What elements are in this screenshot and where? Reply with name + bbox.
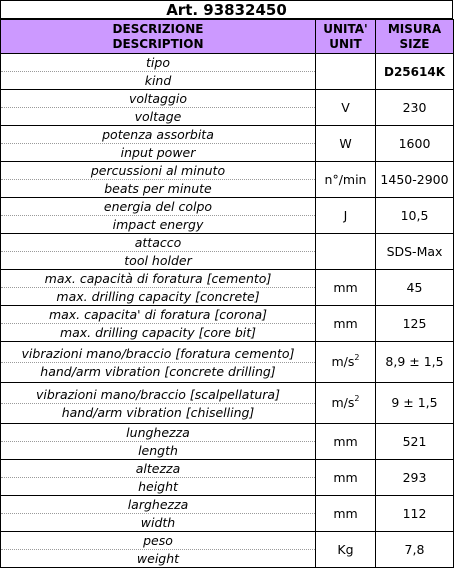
size-cell	[376, 126, 454, 162]
table-row	[1, 532, 454, 568]
unit-text: W	[339, 135, 352, 151]
description-en: hand/arm vibration [concrete drilling]	[40, 363, 276, 379]
unit-cell	[316, 342, 376, 383]
description-it: tipo	[1, 54, 315, 72]
table-header-row	[1, 20, 454, 54]
unit-value	[316, 469, 375, 487]
table-row	[1, 198, 454, 234]
size-value: 293	[402, 469, 427, 485]
description-it: attacco	[1, 234, 315, 252]
unit-text: n°/min	[324, 171, 367, 187]
description-it: max. capacità di foratura [cemento]	[1, 270, 315, 288]
description-it: voltaggio	[1, 90, 315, 108]
size-cell	[376, 90, 454, 126]
unit-value	[316, 394, 375, 412]
size-cell	[376, 460, 454, 496]
header-description	[1, 20, 316, 54]
unit-text: mm	[333, 315, 358, 331]
description-en: impact energy	[112, 217, 204, 232]
unit-value	[316, 315, 375, 333]
unit-cell	[316, 162, 376, 198]
header-description-it: DESCRIZIONE	[112, 21, 204, 36]
description-en: height	[138, 479, 178, 494]
table-row	[1, 90, 454, 126]
spec-table	[0, 19, 454, 568]
description-it: potenza assorbita	[1, 126, 315, 144]
unit-cell	[316, 54, 376, 90]
size-value: 8,9 ± 1,5	[385, 354, 444, 369]
description-cell	[1, 306, 316, 342]
description-en: length	[138, 443, 178, 458]
unit-text: V	[341, 99, 350, 115]
table-row	[1, 383, 454, 424]
description-en: hand/arm vibration [chiselling]	[61, 404, 255, 420]
table-row	[1, 162, 454, 198]
size-value: SDS-Max	[386, 243, 443, 259]
description-cell	[1, 383, 316, 424]
header-size	[376, 20, 454, 54]
unit-cell	[316, 496, 376, 532]
description-it: max. capacita' di foratura [corona]	[1, 306, 315, 324]
unit-value	[316, 505, 375, 523]
description-en: voltage	[134, 109, 182, 124]
description-cell	[1, 234, 316, 270]
header-unit-it: UNITA'	[323, 21, 368, 36]
description-it: vibrazioni mano/braccio [foratura cemento]	[1, 345, 315, 363]
unit-text: m/s	[331, 395, 355, 410]
description-cell	[1, 126, 316, 162]
size-value: 9 ± 1,5	[391, 395, 438, 410]
description-cell	[1, 162, 316, 198]
header-size-it: MISURA	[387, 21, 442, 36]
unit-superscript: 2	[354, 353, 360, 362]
size-cell	[376, 306, 454, 342]
table-row	[1, 424, 454, 460]
description-en: kind	[144, 73, 172, 88]
description-it: energia del colpo	[1, 198, 315, 216]
unit-value	[316, 541, 375, 559]
size-cell	[376, 162, 454, 198]
unit-value	[316, 135, 375, 153]
size-value: 1600	[398, 135, 431, 151]
description-it: larghezza	[1, 496, 315, 514]
description-en: max. drilling capacity [core bit]	[59, 325, 257, 340]
unit-text: mm	[333, 279, 358, 295]
size-cell	[376, 496, 454, 532]
unit-superscript: 2	[354, 394, 360, 403]
description-en: input power	[120, 145, 196, 160]
description-it: percussioni al minuto	[1, 162, 315, 180]
description-cell	[1, 342, 316, 383]
description-it: vibrazioni mano/braccio [scalpellatura]	[1, 386, 315, 404]
description-en: max. drilling capacity [concrete]	[56, 289, 260, 304]
description-en: tool holder	[124, 253, 192, 268]
description-cell	[1, 532, 316, 568]
description-en: weight	[136, 551, 180, 566]
size-value: 125	[402, 315, 427, 331]
description-cell	[1, 198, 316, 234]
description-en: beats per minute	[104, 181, 212, 196]
size-value: 521	[402, 433, 427, 449]
description-en: width	[140, 515, 176, 530]
unit-cell	[316, 234, 376, 270]
size-value: 45	[406, 279, 423, 295]
unit-cell	[316, 383, 376, 424]
size-cell	[376, 424, 454, 460]
description-it: peso	[1, 532, 315, 550]
unit-value	[316, 99, 375, 117]
size-cell	[376, 234, 454, 270]
description-cell	[1, 496, 316, 532]
model-code-cell	[376, 54, 454, 90]
description-cell	[1, 460, 316, 496]
table-row	[1, 54, 454, 90]
table-row	[1, 270, 454, 306]
description-cell	[1, 90, 316, 126]
unit-cell	[316, 270, 376, 306]
unit-value	[316, 171, 375, 189]
table-row	[1, 234, 454, 270]
unit-value	[316, 353, 375, 371]
description-cell	[1, 54, 316, 90]
unit-text: J	[343, 207, 348, 223]
unit-cell	[316, 90, 376, 126]
table-row	[1, 126, 454, 162]
header-unit-en: UNIT	[329, 36, 362, 51]
unit-text: m/s	[331, 354, 355, 369]
size-value: 230	[402, 99, 427, 115]
description-cell	[1, 270, 316, 306]
description-it: altezza	[1, 460, 315, 478]
unit-cell	[316, 126, 376, 162]
table-row	[1, 342, 454, 383]
size-value: 112	[402, 505, 427, 521]
unit-cell	[316, 532, 376, 568]
header-unit	[316, 20, 376, 54]
article-title: Art. 93832450	[0, 0, 453, 19]
size-value: 10,5	[400, 207, 429, 223]
unit-text: Kg	[337, 541, 354, 557]
unit-cell	[316, 198, 376, 234]
unit-cell	[316, 460, 376, 496]
size-cell	[376, 383, 454, 424]
unit-cell	[316, 424, 376, 460]
unit-text: mm	[333, 469, 358, 485]
model-code: D25614K	[383, 64, 445, 79]
table-row	[1, 496, 454, 532]
unit-value	[316, 279, 375, 297]
table-row	[1, 460, 454, 496]
unit-value	[316, 243, 375, 261]
description-it: lunghezza	[1, 424, 315, 442]
unit-value	[316, 433, 375, 451]
description-cell	[1, 424, 316, 460]
unit-value	[316, 63, 375, 81]
size-cell	[376, 270, 454, 306]
unit-value	[316, 207, 375, 225]
header-description-en: DESCRIPTION	[112, 36, 204, 51]
header-size-en: SIZE	[399, 36, 430, 51]
size-value: 7,8	[404, 541, 425, 557]
size-cell	[376, 198, 454, 234]
unit-text: mm	[333, 505, 358, 521]
size-value: 1450-2900	[380, 171, 449, 187]
table-row	[1, 306, 454, 342]
unit-text: mm	[333, 433, 358, 449]
size-cell	[376, 532, 454, 568]
unit-cell	[316, 306, 376, 342]
size-cell	[376, 342, 454, 383]
